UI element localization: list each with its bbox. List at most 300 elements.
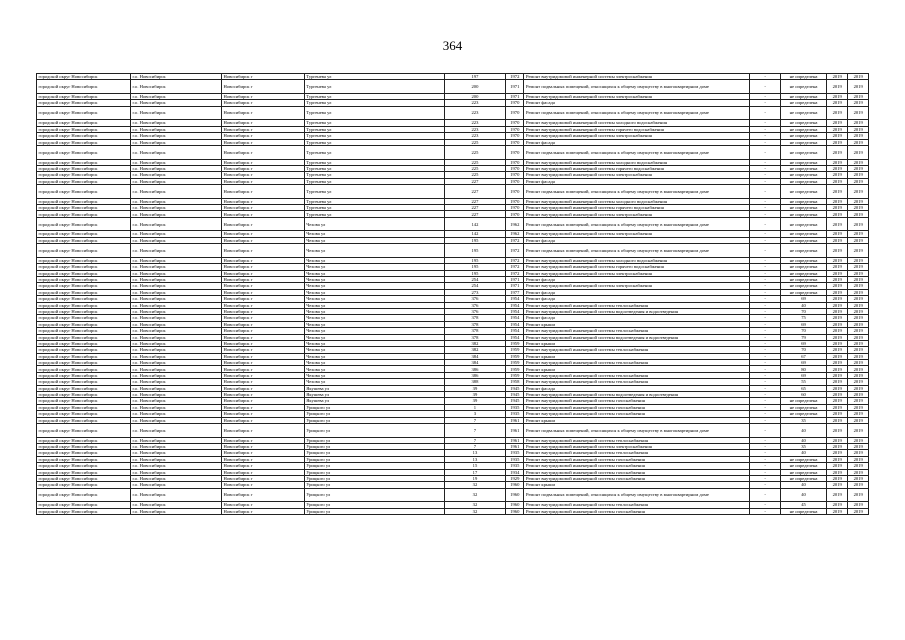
street-cell: Чехова ул bbox=[304, 308, 444, 314]
work-type-cell: Ремонт фасада bbox=[524, 276, 750, 282]
start-year-cell: 2019 bbox=[827, 392, 848, 398]
street-cell: Тургенева ул bbox=[304, 198, 444, 204]
municipality-cell: городской округ Новосибирск bbox=[37, 417, 131, 423]
flag-cell: - bbox=[750, 237, 781, 243]
start-year-cell: 2019 bbox=[827, 120, 848, 126]
street-cell: Чехова ул bbox=[304, 231, 444, 237]
start-year-cell: 2019 bbox=[827, 159, 848, 165]
cost-cell: не определена bbox=[781, 126, 827, 132]
street-cell: Тургенева ул bbox=[304, 126, 444, 132]
municipality-cell: городской округ Новосибирск bbox=[37, 302, 131, 308]
street-cell: Тургенева ул bbox=[304, 165, 444, 171]
settlement-cell: г.о. Новосибирск bbox=[131, 165, 222, 171]
city-cell: Новосибирск г bbox=[221, 217, 304, 231]
settlement-cell: г.о. Новосибирск bbox=[131, 211, 222, 217]
work-type-cell: Ремонт фасада bbox=[524, 100, 750, 106]
street-cell: Тургенева ул bbox=[304, 120, 444, 126]
settlement-cell: г.о. Новосибирск bbox=[131, 398, 222, 404]
settlement-cell: г.о. Новосибирск bbox=[131, 450, 222, 456]
flag-cell: - bbox=[750, 244, 781, 258]
work-type-cell: Ремонт внутридомовой инженерной системы газоснабжения bbox=[524, 463, 750, 469]
flag-cell: - bbox=[750, 404, 781, 410]
cost-cell: не определена bbox=[781, 93, 827, 99]
street-cell: Урицкого ул bbox=[304, 450, 444, 456]
start-year-cell: 2019 bbox=[827, 296, 848, 302]
end-year-cell: 2019 bbox=[848, 205, 869, 211]
settlement-cell: г.о. Новосибирск bbox=[131, 334, 222, 340]
cost-cell: 70 bbox=[781, 328, 827, 334]
street-cell: Тургенева ул bbox=[304, 172, 444, 178]
cost-cell: не определена bbox=[781, 270, 827, 276]
build-year-cell: 1929 bbox=[506, 475, 524, 481]
end-year-cell: 2019 bbox=[848, 404, 869, 410]
work-type-cell: Ремонт подвальных помещений, относящихся к общему имуществу в многоквартирном доме bbox=[524, 80, 750, 94]
build-year-cell: 1970 bbox=[506, 133, 524, 139]
house-cell: 227 bbox=[444, 205, 505, 211]
work-type-cell: Ремонт внутридомовой инженерной системы холодного водоснабжения bbox=[524, 159, 750, 165]
cost-cell: 80 bbox=[781, 366, 827, 372]
start-year-cell: 2019 bbox=[827, 257, 848, 263]
house-cell: 382 bbox=[444, 340, 505, 346]
street-cell: Урицкого ул bbox=[304, 488, 444, 502]
flag-cell: - bbox=[750, 417, 781, 423]
settlement-cell: г.о. Новосибирск bbox=[131, 404, 222, 410]
work-type-cell: Ремонт подвальных помещений, относящихся к общему имуществу в многоквартирном доме bbox=[524, 488, 750, 502]
end-year-cell: 2019 bbox=[848, 276, 869, 282]
city-cell: Новосибирск г bbox=[221, 411, 304, 417]
work-type-cell: Ремонт подвальных помещений, относящихся к общему имуществу в многоквартирном доме bbox=[524, 423, 750, 437]
work-type-cell: Ремонт внутридомовой инженерной системы теплоснабжения bbox=[524, 379, 750, 385]
build-year-cell: 1954 bbox=[506, 308, 524, 314]
cost-cell: не определена bbox=[781, 106, 827, 120]
flag-cell: - bbox=[750, 93, 781, 99]
street-cell: Тургенева ул bbox=[304, 205, 444, 211]
municipality-cell: городской округ Новосибирск bbox=[37, 80, 131, 94]
municipality-cell: городской округ Новосибирск bbox=[37, 296, 131, 302]
end-year-cell: 2019 bbox=[848, 502, 869, 508]
settlement-cell: г.о. Новосибирск bbox=[131, 126, 222, 132]
end-year-cell: 2019 bbox=[848, 231, 869, 237]
build-year-cell: 1970 bbox=[506, 198, 524, 204]
work-type-cell: Ремонт внутридомовой инженерной системы теплоснабжения bbox=[524, 450, 750, 456]
settlement-cell: г.о. Новосибирск bbox=[131, 264, 222, 270]
repair-register-table bbox=[36, 73, 869, 515]
settlement-cell: г.о. Новосибирск bbox=[131, 308, 222, 314]
cost-cell: не определена bbox=[781, 283, 827, 289]
street-cell: Тургенева ул bbox=[304, 159, 444, 165]
city-cell: Новосибирск г bbox=[221, 270, 304, 276]
end-year-cell: 2019 bbox=[848, 145, 869, 159]
end-year-cell: 2019 bbox=[848, 159, 869, 165]
end-year-cell: 2019 bbox=[848, 463, 869, 469]
end-year-cell: 2019 bbox=[848, 456, 869, 462]
house-cell: 273 bbox=[444, 289, 505, 295]
municipality-cell: городской округ Новосибирск bbox=[37, 120, 131, 126]
build-year-cell: 1959 bbox=[506, 372, 524, 378]
settlement-cell: г.о. Новосибирск bbox=[131, 100, 222, 106]
street-cell: Чехова ул bbox=[304, 264, 444, 270]
house-cell: 39 bbox=[444, 385, 505, 391]
work-type-cell: Ремонт крыши bbox=[524, 482, 750, 488]
build-year-cell: 1970 bbox=[506, 165, 524, 171]
municipality-cell: городской округ Новосибирск bbox=[37, 360, 131, 366]
cost-cell: 67 bbox=[781, 353, 827, 359]
end-year-cell: 2019 bbox=[848, 508, 869, 514]
city-cell: Новосибирск г bbox=[221, 366, 304, 372]
municipality-cell: городской округ Новосибирск bbox=[37, 340, 131, 346]
municipality-cell: городской округ Новосибирск bbox=[37, 366, 131, 372]
cost-cell: не определена bbox=[781, 257, 827, 263]
table-row bbox=[37, 145, 869, 159]
build-year-cell: 1935 bbox=[506, 411, 524, 417]
municipality-cell: городской округ Новосибирск bbox=[37, 106, 131, 120]
street-cell: Чехова ул bbox=[304, 340, 444, 346]
house-cell: 378 bbox=[444, 321, 505, 327]
house-cell: 1 bbox=[444, 404, 505, 410]
work-type-cell: Ремонт внутридомовой инженерной системы электроснабжения bbox=[524, 231, 750, 237]
work-type-cell: Ремонт внутридомовой инженерной системы холодного водоснабжения bbox=[524, 120, 750, 126]
flag-cell: - bbox=[750, 296, 781, 302]
street-cell: Урицкого ул bbox=[304, 469, 444, 475]
cost-cell: не определена bbox=[781, 456, 827, 462]
city-cell: Новосибирск г bbox=[221, 353, 304, 359]
table-row bbox=[37, 80, 869, 94]
house-cell: 195 bbox=[444, 257, 505, 263]
work-type-cell: Ремонт внутридомовой инженерной системы электроснабжения bbox=[524, 93, 750, 99]
end-year-cell: 2019 bbox=[848, 270, 869, 276]
settlement-cell: г.о. Новосибирск bbox=[131, 302, 222, 308]
house-cell: 7 bbox=[444, 417, 505, 423]
settlement-cell: г.о. Новосибирск bbox=[131, 488, 222, 502]
city-cell: Новосибирск г bbox=[221, 315, 304, 321]
city-cell: Новосибирск г bbox=[221, 139, 304, 145]
cost-cell: не определена bbox=[781, 211, 827, 217]
build-year-cell: 1970 bbox=[506, 159, 524, 165]
end-year-cell: 2019 bbox=[848, 283, 869, 289]
end-year-cell: 2019 bbox=[848, 417, 869, 423]
work-type-cell: Ремонт крыши bbox=[524, 340, 750, 346]
build-year-cell: 1970 bbox=[506, 172, 524, 178]
city-cell: Новосибирск г bbox=[221, 172, 304, 178]
settlement-cell: г.о. Новосибирск bbox=[131, 423, 222, 437]
build-year-cell: 1954 bbox=[506, 334, 524, 340]
cost-cell: не определена bbox=[781, 172, 827, 178]
end-year-cell: 2019 bbox=[848, 315, 869, 321]
start-year-cell: 2019 bbox=[827, 398, 848, 404]
cost-cell: 69 bbox=[781, 360, 827, 366]
work-type-cell: Ремонт внутридомовой инженерной системы электроснабжения bbox=[524, 211, 750, 217]
build-year-cell: 1970 bbox=[506, 211, 524, 217]
city-cell: Новосибирск г bbox=[221, 289, 304, 295]
municipality-cell: городской округ Новосибирск bbox=[37, 404, 131, 410]
build-year-cell: 1970 bbox=[506, 126, 524, 132]
start-year-cell: 2019 bbox=[827, 488, 848, 502]
house-cell: 223 bbox=[444, 120, 505, 126]
cost-cell: 40 bbox=[781, 450, 827, 456]
end-year-cell: 2019 bbox=[848, 443, 869, 449]
start-year-cell: 2019 bbox=[827, 283, 848, 289]
city-cell: Новосибирск г bbox=[221, 482, 304, 488]
table-row bbox=[37, 488, 869, 502]
build-year-cell: 1961 bbox=[506, 423, 524, 437]
start-year-cell: 2019 bbox=[827, 385, 848, 391]
work-type-cell: Ремонт внутридомовой инженерной системы газоснабжения bbox=[524, 475, 750, 481]
cost-cell: не определена bbox=[781, 198, 827, 204]
build-year-cell: 1954 bbox=[506, 321, 524, 327]
work-type-cell: Ремонт фасада bbox=[524, 289, 750, 295]
flag-cell: - bbox=[750, 74, 781, 80]
work-type-cell: Ремонт внутридомовой инженерной системы водоотведения и водоотведения bbox=[524, 308, 750, 314]
street-cell: Чехова ул bbox=[304, 283, 444, 289]
street-cell: Чехова ул bbox=[304, 315, 444, 321]
street-cell: Урицкого ул bbox=[304, 456, 444, 462]
house-cell: 376 bbox=[444, 296, 505, 302]
work-type-cell: Ремонт фасада bbox=[524, 385, 750, 391]
cost-cell: 40 bbox=[781, 437, 827, 443]
build-year-cell: 1970 bbox=[506, 178, 524, 184]
start-year-cell: 2019 bbox=[827, 502, 848, 508]
house-cell: 378 bbox=[444, 334, 505, 340]
settlement-cell: г.о. Новосибирск bbox=[131, 411, 222, 417]
house-cell: 7 bbox=[444, 423, 505, 437]
start-year-cell: 2019 bbox=[827, 308, 848, 314]
end-year-cell: 2019 bbox=[848, 178, 869, 184]
house-cell: 195 bbox=[444, 270, 505, 276]
house-cell: 225 bbox=[444, 165, 505, 171]
settlement-cell: г.о. Новосибирск bbox=[131, 456, 222, 462]
municipality-cell: городской округ Новосибирск bbox=[37, 488, 131, 502]
street-cell: Урицкого ул bbox=[304, 482, 444, 488]
settlement-cell: г.о. Новосибирск bbox=[131, 217, 222, 231]
cost-cell: 79 bbox=[781, 334, 827, 340]
work-type-cell: Ремонт фасада bbox=[524, 178, 750, 184]
end-year-cell: 2019 bbox=[848, 321, 869, 327]
settlement-cell: г.о. Новосибирск bbox=[131, 270, 222, 276]
table-row bbox=[37, 217, 869, 231]
settlement-cell: г.о. Новосибирск bbox=[131, 159, 222, 165]
end-year-cell: 2019 bbox=[848, 482, 869, 488]
street-cell: Урицкого ул bbox=[304, 423, 444, 437]
start-year-cell: 2019 bbox=[827, 133, 848, 139]
city-cell: Новосибирск г bbox=[221, 276, 304, 282]
build-year-cell: 1959 bbox=[506, 340, 524, 346]
end-year-cell: 2019 bbox=[848, 450, 869, 456]
city-cell: Новосибирск г bbox=[221, 372, 304, 378]
end-year-cell: 2019 bbox=[848, 165, 869, 171]
settlement-cell: г.о. Новосибирск bbox=[131, 328, 222, 334]
street-cell: Якушева ул bbox=[304, 398, 444, 404]
end-year-cell: 2019 bbox=[848, 353, 869, 359]
municipality-cell: городской округ Новосибирск bbox=[37, 482, 131, 488]
municipality-cell: городской округ Новосибирск bbox=[37, 379, 131, 385]
end-year-cell: 2019 bbox=[848, 93, 869, 99]
build-year-cell: 1954 bbox=[506, 315, 524, 321]
settlement-cell: г.о. Новосибирск bbox=[131, 185, 222, 199]
end-year-cell: 2019 bbox=[848, 423, 869, 437]
house-cell: 32 bbox=[444, 488, 505, 502]
build-year-cell: 1945 bbox=[506, 392, 524, 398]
cost-cell: 69 bbox=[781, 321, 827, 327]
work-type-cell: Ремонт фасада bbox=[524, 296, 750, 302]
end-year-cell: 2019 bbox=[848, 437, 869, 443]
settlement-cell: г.о. Новосибирск bbox=[131, 172, 222, 178]
build-year-cell: 1977 bbox=[506, 289, 524, 295]
municipality-cell: городской округ Новосибирск bbox=[37, 276, 131, 282]
flag-cell: - bbox=[750, 379, 781, 385]
work-type-cell: Ремонт внутридомовой инженерной системы электроснабжения bbox=[524, 74, 750, 80]
work-type-cell: Ремонт внутридомовой инженерной системы теплоснабжения bbox=[524, 347, 750, 353]
start-year-cell: 2019 bbox=[827, 334, 848, 340]
house-cell: 3 bbox=[444, 411, 505, 417]
end-year-cell: 2019 bbox=[848, 80, 869, 94]
house-cell: 384 bbox=[444, 360, 505, 366]
work-type-cell: Ремонт внутридомовой инженерной системы теплоснабжения bbox=[524, 302, 750, 308]
start-year-cell: 2019 bbox=[827, 198, 848, 204]
settlement-cell: г.о. Новосибирск bbox=[131, 106, 222, 120]
house-cell: 195 bbox=[444, 237, 505, 243]
city-cell: Новосибирск г bbox=[221, 159, 304, 165]
build-year-cell: 1972 bbox=[506, 270, 524, 276]
street-cell: Урицкого ул bbox=[304, 417, 444, 423]
municipality-cell: городской округ Новосибирск bbox=[37, 205, 131, 211]
flag-cell: - bbox=[750, 398, 781, 404]
municipality-cell: городской округ Новосибирск bbox=[37, 392, 131, 398]
build-year-cell: 1971 bbox=[506, 80, 524, 94]
end-year-cell: 2019 bbox=[848, 172, 869, 178]
work-type-cell: Ремонт внутридомовой инженерной системы газоснабжения bbox=[524, 411, 750, 417]
build-year-cell: 1972 bbox=[506, 244, 524, 258]
city-cell: Новосибирск г bbox=[221, 508, 304, 514]
city-cell: Новосибирск г bbox=[221, 437, 304, 443]
cost-cell: не определена bbox=[781, 398, 827, 404]
street-cell: Урицкого ул bbox=[304, 411, 444, 417]
house-cell: 195 bbox=[444, 244, 505, 258]
cost-cell: 69 bbox=[781, 296, 827, 302]
municipality-cell: городской округ Новосибирск bbox=[37, 217, 131, 231]
municipality-cell: городской округ Новосибирск bbox=[37, 450, 131, 456]
street-cell: Чехова ул bbox=[304, 296, 444, 302]
municipality-cell: городской округ Новосибирск bbox=[37, 159, 131, 165]
cost-cell: 69 bbox=[781, 372, 827, 378]
municipality-cell: городской округ Новосибирск bbox=[37, 185, 131, 199]
house-cell: 19 bbox=[444, 475, 505, 481]
street-cell: Тургенева ул bbox=[304, 74, 444, 80]
city-cell: Новосибирск г bbox=[221, 308, 304, 314]
house-cell: 39 bbox=[444, 392, 505, 398]
build-year-cell: 1961 bbox=[506, 443, 524, 449]
cost-cell: не определена bbox=[781, 165, 827, 171]
house-cell: 200 bbox=[444, 80, 505, 94]
end-year-cell: 2019 bbox=[848, 120, 869, 126]
settlement-cell: г.о. Новосибирск bbox=[131, 133, 222, 139]
municipality-cell: городской округ Новосибирск bbox=[37, 385, 131, 391]
build-year-cell: 1959 bbox=[506, 353, 524, 359]
start-year-cell: 2019 bbox=[827, 417, 848, 423]
flag-cell: - bbox=[750, 360, 781, 366]
cost-cell: не определена bbox=[781, 475, 827, 481]
street-cell: Тургенева ул bbox=[304, 178, 444, 184]
build-year-cell: 1960 bbox=[506, 502, 524, 508]
flag-cell: - bbox=[750, 463, 781, 469]
end-year-cell: 2019 bbox=[848, 398, 869, 404]
street-cell: Якушева ул bbox=[304, 385, 444, 391]
cost-cell: не определена bbox=[781, 244, 827, 258]
street-cell: Тургенева ул bbox=[304, 211, 444, 217]
settlement-cell: г.о. Новосибирск bbox=[131, 366, 222, 372]
start-year-cell: 2019 bbox=[827, 74, 848, 80]
flag-cell: - bbox=[750, 308, 781, 314]
flag-cell: - bbox=[750, 488, 781, 502]
city-cell: Новосибирск г bbox=[221, 398, 304, 404]
municipality-cell: городской округ Новосибирск bbox=[37, 178, 131, 184]
cost-cell: не определена bbox=[781, 231, 827, 237]
city-cell: Новосибирск г bbox=[221, 178, 304, 184]
flag-cell: - bbox=[750, 475, 781, 481]
cost-cell: не определена bbox=[781, 120, 827, 126]
settlement-cell: г.о. Новосибирск bbox=[131, 289, 222, 295]
cost-cell: не определена bbox=[781, 159, 827, 165]
street-cell: Чехова ул bbox=[304, 257, 444, 263]
work-type-cell: Ремонт внутридомовой инженерной системы теплоснабжения bbox=[524, 502, 750, 508]
work-type-cell: Ремонт внутридомовой инженерной системы холодного водоснабжения bbox=[524, 257, 750, 263]
start-year-cell: 2019 bbox=[827, 315, 848, 321]
flag-cell: - bbox=[750, 411, 781, 417]
municipality-cell: городской округ Новосибирск bbox=[37, 321, 131, 327]
work-type-cell: Ремонт подвальных помещений, относящихся к общему имуществу в многоквартирном доме bbox=[524, 106, 750, 120]
city-cell: Новосибирск г bbox=[221, 185, 304, 199]
house-cell: 15 bbox=[444, 463, 505, 469]
flag-cell: - bbox=[750, 257, 781, 263]
municipality-cell: городской округ Новосибирск bbox=[37, 308, 131, 314]
settlement-cell: г.о. Новосибирск bbox=[131, 231, 222, 237]
city-cell: Новосибирск г bbox=[221, 334, 304, 340]
start-year-cell: 2019 bbox=[827, 217, 848, 231]
end-year-cell: 2019 bbox=[848, 264, 869, 270]
flag-cell: - bbox=[750, 198, 781, 204]
build-year-cell: 1934 bbox=[506, 469, 524, 475]
settlement-cell: г.о. Новосибирск bbox=[131, 508, 222, 514]
municipality-cell: городской округ Новосибирск bbox=[37, 264, 131, 270]
cost-cell: не определена bbox=[781, 217, 827, 231]
flag-cell: - bbox=[750, 185, 781, 199]
end-year-cell: 2019 bbox=[848, 106, 869, 120]
start-year-cell: 2019 bbox=[827, 366, 848, 372]
house-cell: 195 bbox=[444, 264, 505, 270]
table-row bbox=[37, 185, 869, 199]
cost-cell: не определена bbox=[781, 463, 827, 469]
street-cell: Чехова ул bbox=[304, 270, 444, 276]
municipality-cell: городской округ Новосибирск bbox=[37, 283, 131, 289]
build-year-cell: 1945 bbox=[506, 385, 524, 391]
build-year-cell: 1970 bbox=[506, 145, 524, 159]
municipality-cell: городской округ Новосибирск bbox=[37, 328, 131, 334]
street-cell: Якушева ул bbox=[304, 392, 444, 398]
house-cell: 378 bbox=[444, 328, 505, 334]
cost-cell: 40 bbox=[781, 423, 827, 437]
street-cell: Чехова ул bbox=[304, 276, 444, 282]
city-cell: Новосибирск г bbox=[221, 417, 304, 423]
street-cell: Урицкого ул bbox=[304, 508, 444, 514]
build-year-cell: 1970 bbox=[506, 185, 524, 199]
settlement-cell: г.о. Новосибирск bbox=[131, 283, 222, 289]
cost-cell: 35 bbox=[781, 417, 827, 423]
settlement-cell: г.о. Новосибирск bbox=[131, 360, 222, 366]
house-cell: 225 bbox=[444, 145, 505, 159]
house-cell: 254 bbox=[444, 283, 505, 289]
settlement-cell: г.о. Новосибирск bbox=[131, 205, 222, 211]
flag-cell: - bbox=[750, 80, 781, 94]
build-year-cell: 1935 bbox=[506, 404, 524, 410]
